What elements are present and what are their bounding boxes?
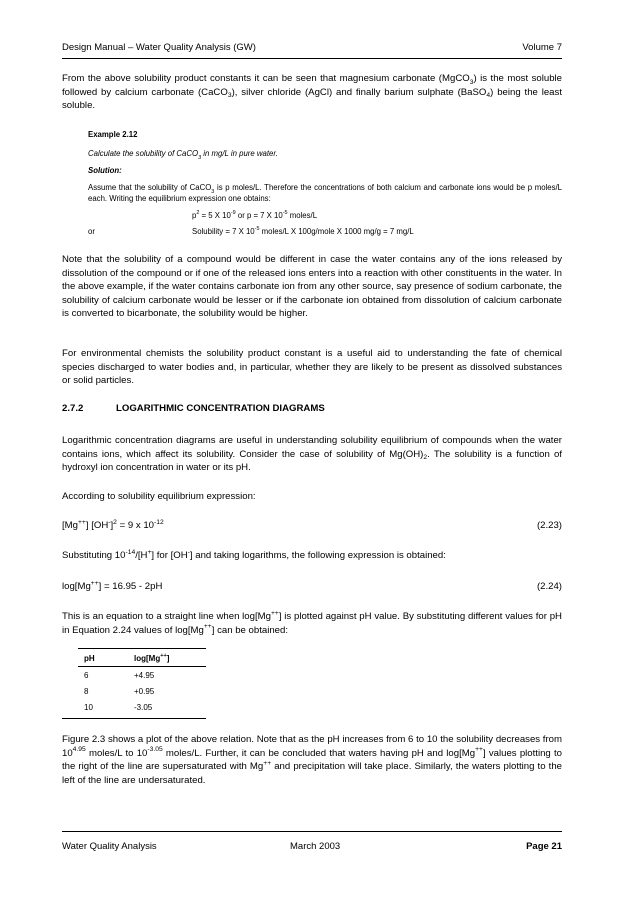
equation-2-24: log[Mg++] = 16.95 - 2pH (2.24) xyxy=(62,579,562,592)
equation-number-2-24: (2.24) xyxy=(536,581,562,592)
table-row xyxy=(80,667,210,683)
footer-title: Water Quality Analysis xyxy=(62,841,157,852)
section-number: 2.7.2 xyxy=(62,403,84,414)
section-title: LOGARITHMIC CONCENTRATION DIAGRAMS xyxy=(116,403,325,414)
paragraph-environmental-chemists: For environmental chemists the solubility product constant is a useful aid to understanding the fate of chemical species discharged to water bodies and, in particular, whether they are likely to be present as dissolved substances or solid particles. xyxy=(62,348,562,386)
or-label: or xyxy=(88,227,95,236)
table-cell-ph: 8 xyxy=(84,686,89,696)
header-rule xyxy=(62,58,562,59)
table-header-row xyxy=(80,652,210,667)
page-header xyxy=(62,42,562,53)
paragraph-log-diagrams: Logarithmic concentration diagrams are useful in understanding solubility equilibrium of compounds when the water contains ions, which affect its solubility. Consider the case of solubility of $Mg(OH)_2$. The solubility is a function of hydroxyl ion concentration in water or its pH. xyxy=(62,435,562,473)
page-number: Page 21 xyxy=(526,841,562,852)
paragraph-solubility-order: From the above solubility product constants it can be seen that magnesium carbonate (MgCO$_3$) is the most soluble followed by calcium carbonate (CaCO$_3$), silver chloride (AgCl) and finally barium sulphate (BaSO$_4$) being the least soluble. xyxy=(62,73,562,111)
table-bottom-rule xyxy=(62,718,206,719)
paragraph-equilibrium-intro: According to solubility equilibrium expression: xyxy=(62,491,256,502)
equation-number-2-23: (2.23) xyxy=(536,520,562,531)
table-cell-log: +0.95 xyxy=(134,686,155,696)
table-header-rule xyxy=(78,666,206,667)
table-cell-log: +4.95 xyxy=(134,670,155,680)
footer-date: March 2003 xyxy=(290,841,341,852)
table-header-ph: pH xyxy=(84,654,95,663)
paragraph-substituting: Substituting $10^{-14}/[H^+]$ for [OH-] and taking logarithms, the following expression is obtained: xyxy=(62,548,446,561)
solution-equation-2: Solubility = 7 X $10^{-5}$ moles/L X 100g/mole X 1000 mg/g = 7 mg/L xyxy=(192,226,414,236)
table-cell-log: -3.05 xyxy=(134,702,153,712)
header-title: Design Manual – Water Quality Analysis (GW) xyxy=(62,42,256,53)
table-row xyxy=(80,699,210,715)
table-row xyxy=(80,683,210,699)
header-volume: Volume 7 xyxy=(522,42,562,53)
section-heading xyxy=(62,403,325,414)
footer-rule xyxy=(62,831,562,832)
table-cell-ph: 10 xyxy=(84,702,93,712)
table-cell-ph: 6 xyxy=(84,670,89,680)
example-title: Example 2.12 xyxy=(88,130,138,139)
paragraph-solubility-note: Note that the solubility of a compound would be different in case the water contains any of the ions released by dissolution of the compound or if one of the released ions enters into a reaction with other constituents in the water. In the above example, if the water contains carbonate ion from any other source, say presence of sodium carbonate, the solubility of calcium carbonate would be lesser or if the carbonate ion obtained from dissolution of calcium carbonate is converted to bicarbonate, the solubility would be higher. xyxy=(62,254,562,319)
solution-text: Assume that the solubility of CaCO$_3$ is p moles/L. Therefore the concentrations of both calcium and carbonate ions would be p moles/L each. Writing the equilibrium expression one obtains: xyxy=(88,183,562,203)
paragraph-straight-line: This is an equation to a straight line when log[Mg++] is plotted against pH value. By substituting different values for pH in Equation 2.24 values of log[Mg++] can be obtained: xyxy=(62,609,562,636)
example-question: Calculate the solubility of CaCO$_3$ in mg/L in pure water. xyxy=(88,149,278,161)
equation-2-23: [Mg++] $[OH^-]^2 = 9$ x $10^{-12}$ (2.23) xyxy=(62,518,562,531)
paragraph-figure-2-3: Figure 2.3 shows a plot of the above relation. Note that as the pH increases from 6 to 10 the solubility decreases from $10^{4.95}$ moles/L to $10^{-3.05}$ moles/L. Further, it can be concluded that waters having pH and log[Mg++] values plotting to the right of the line are supersaturated with Mg++ and precipitation will take place. Similarly, the waters plotting to the left of the line are undersaturated. xyxy=(62,734,563,786)
solution-equation-1: $p^2 = 5$ X $10^{-9}$ or p = 7 X $10^{-5}$ moles/L xyxy=(192,210,318,220)
table-header-log: log[Mg++] xyxy=(134,653,170,663)
page-footer xyxy=(62,841,562,852)
table-top-rule xyxy=(78,648,206,649)
ph-log-table xyxy=(80,652,210,715)
solution-label: Solution: xyxy=(88,166,122,175)
